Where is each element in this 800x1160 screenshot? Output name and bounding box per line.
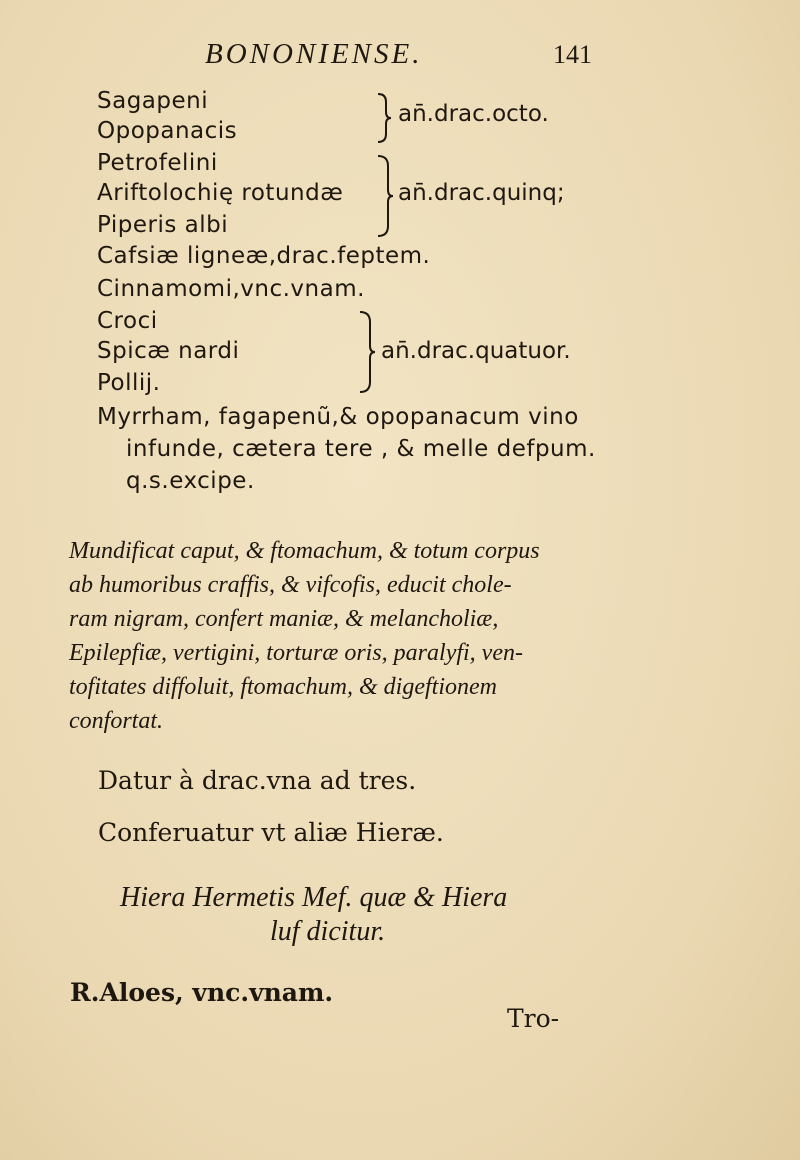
ingredient-line: Cinnamomi,vnc.vnam. <box>97 276 365 302</box>
ingredient-line: Cafsiæ ligneæ,drac.feptem. <box>97 243 431 269</box>
instruction-line: q.s.excipe. <box>126 468 255 494</box>
instruction-line: infunde, cætera tere , & melle defpum. <box>126 436 596 462</box>
virtues-line: Epilepfiæ, vertigini, torturæ oris, paralyfi, ven- <box>69 640 523 666</box>
ingredient-line: Croci <box>97 308 158 334</box>
quantity-label: an̄.drac.octo. <box>398 101 549 127</box>
ingredient-line: Pollij. <box>97 370 161 396</box>
virtues-line: tofitates diffoluit, ftomachum, & digeftionem <box>69 674 497 700</box>
dose-line: Datur à drac.vna ad tres. <box>98 766 417 795</box>
virtues-line: ab humoribus craffis, & vifcofis, educit chole- <box>69 572 512 598</box>
running-title: BONONIENSE. <box>205 38 423 70</box>
ingredient-line: Opopanacis <box>97 118 238 144</box>
instruction-line: Myrrham, fagapenũ,& opopanacum vino <box>97 404 579 430</box>
brace-icon <box>358 310 376 394</box>
conservation-line: Conferuatur vt aliæ Hieræ. <box>98 818 444 847</box>
virtues-line: ram nigram, confert maniæ, & melancholiæ, <box>69 606 499 632</box>
catchword: Tro- <box>507 1004 560 1033</box>
quantity-label: an̄.drac.quinq; <box>398 180 565 206</box>
page-header <box>0 38 800 78</box>
ingredient-line: Sagapeni <box>97 88 209 114</box>
next-recipe-first-line: R.Aloes, vnc.vnam. <box>70 978 334 1007</box>
ingredient-line: Piperis albi <box>97 212 229 238</box>
quantity-label: an̄.drac.quatuor. <box>381 338 571 364</box>
page-number: 141 <box>553 40 592 69</box>
brace-icon <box>374 92 392 144</box>
ingredient-line: Ariftolochię rotundæ <box>97 180 344 206</box>
virtues-line: Mundificat caput, & ftomachum, & totum corpus <box>69 538 540 564</box>
heading-line: luf dicitur. <box>270 916 386 947</box>
ingredient-line: Spicæ nardi <box>97 338 240 364</box>
heading-line: Hiera Hermetis Mef. quæ & Hiera <box>120 882 508 913</box>
brace-icon <box>376 154 394 238</box>
ingredient-line: Petrofelini <box>97 150 218 176</box>
virtues-line: confortat. <box>69 708 163 734</box>
